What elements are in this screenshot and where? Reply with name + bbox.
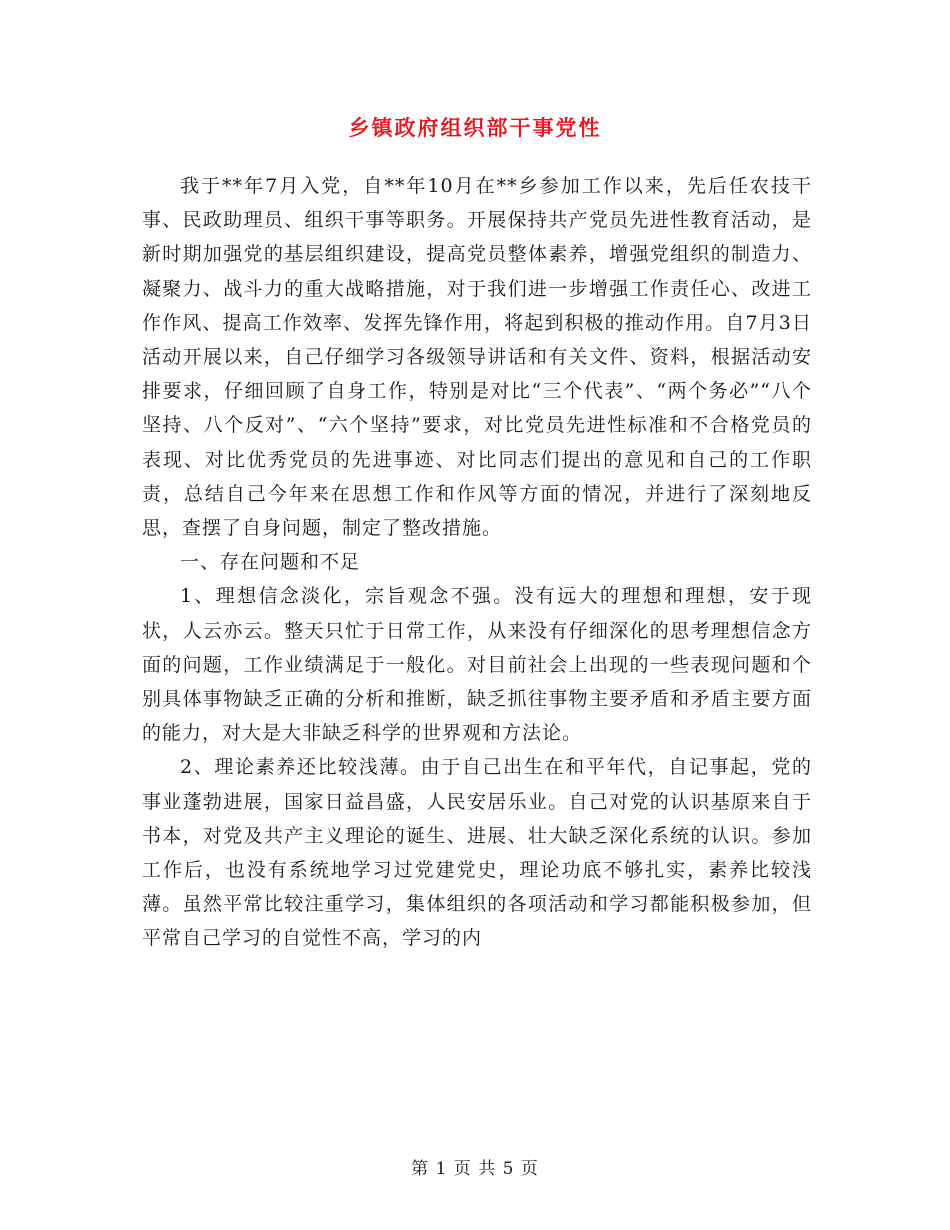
footer-mid: 页 共	[453, 1159, 497, 1179]
page-footer	[0, 1154, 950, 1179]
footer-current-page: 1	[435, 1159, 448, 1179]
footer-suffix: 页	[520, 1159, 539, 1179]
paragraph-point-1: 1、理想信念淡化，宗旨观念不强。没有远大的理想和理想，安于现状，人云亦云。整天只忙于日常工作，从来没有仔细深化的思考理想信念方面的问题，工作业绩满足于一般化。对目前社会上出现的一些表现问题和个别具体事物缺乏正确的分析和推断，缺乏抓往事物主要矛盾和矛盾主要方面的能力，对大是大非缺乏科学的世界观和方法论。	[142, 585, 812, 745]
paragraph-point-2: 2、理论素养还比较浅薄。由于自己出生在和平年代，自记事起，党的事业蓬勃进展，国家日益昌盛，人民安居乐业。自己对党的认识基原来自于书本，对党及共产主义理论的诞生、进展、壮大缺乏深化系统的认识。参加工作后，也没有系统地学习过党建党史，理论功底不够扎实，素养比较浅薄。虽然平常比较注重学习，集体组织的各项活动和学习都能积极参加，但平常自己学习的自觉性不高，学习的内	[142, 756, 812, 950]
document-body	[142, 169, 812, 956]
section-heading-problems: 一、存在问题和不足	[180, 551, 361, 574]
paragraph-intro: 我于**年7月入党，自**年10月在**乡参加工作以来，先后任农技干事、民政助理员、组织干事等职务。开展保持共产党员先进性教育活动，是新时期加强党的基层组织建设，提高党员整体素养，增强党组织的制造力、凝聚力、战斗力的重大战略措施，对于我们进一步增强工作责任心、改进工作作风、提高工作效率、发挥先锋作用，将起到积极的推动作用。自7月3日活动开展以来，自己仔细学习各级领导讲话和有关文件、资料，根据活动安排要求，仔细回顾了自身工作，特别是对比“三个代表”、“两个务必”“八个坚持、八个反对”、“六个坚持”要求，对比党员先进性标准和不合格党员的表现、对比优秀党员的先进事迹、对比同志们提出的意见和自己的工作职责，总结自己今年来在思想工作和作风等方面的情况，并进行了深刻地反思，查摆了自身问题，制定了整改措施。	[142, 175, 812, 540]
footer-prefix: 第	[411, 1159, 430, 1179]
footer-total-pages: 5	[502, 1159, 515, 1179]
document-title: 乡镇政府组织部干事党性	[348, 115, 602, 140]
